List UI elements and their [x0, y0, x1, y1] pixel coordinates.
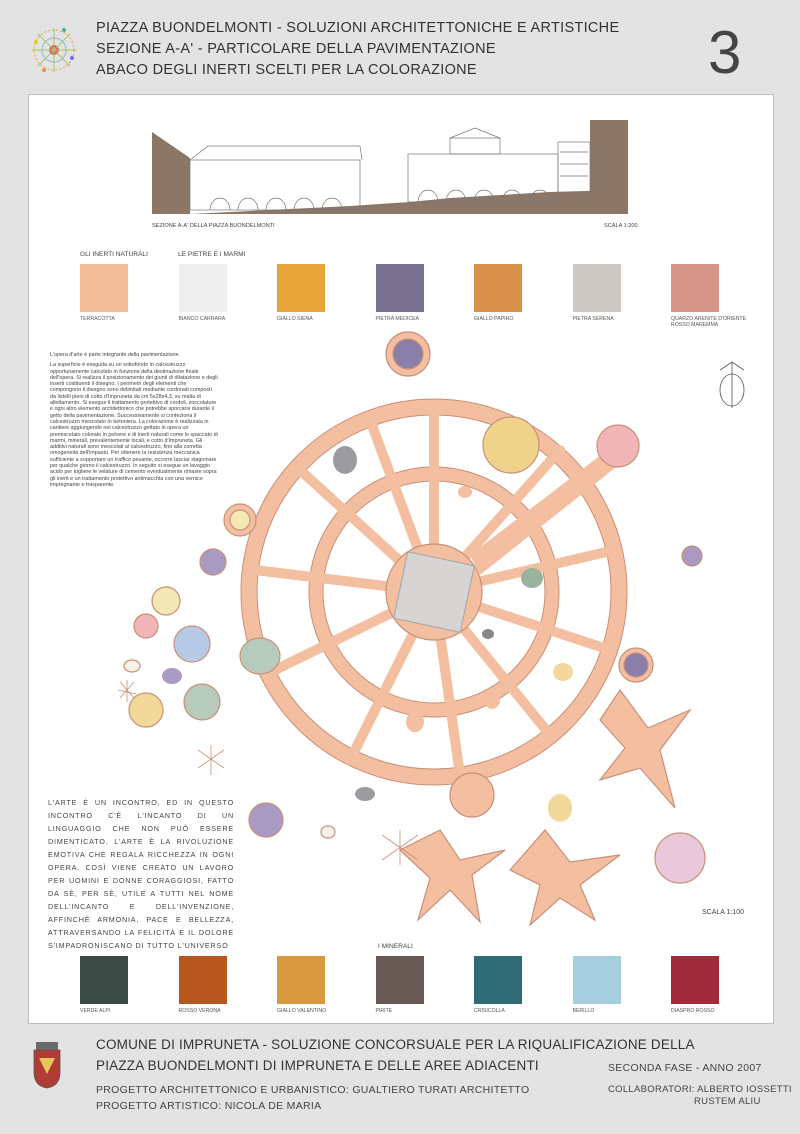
- coat-of-arms-icon: [30, 1040, 64, 1090]
- quote-text: L'ARTE È UN INCONTRO, ED IN QUESTO INCONTRO C'È L'INCANTO DI UN LINGUAGGIO CHE NON PUÒ ESSERE DIMENTICATO. L'ARTE È LA RIVOLUZIONE EMOTIVA CHE REGALA RICCHEZZA IN OGNI OPERA. COSÌ VIENE CREATO UN LAVORO PER UOMINI E DONNE CORAGGIOSI, FATTO DA SÈ, PER SÈ, UTILE A TUTTI NEL NOME DELL'INCANTO E DELL'INVENZIONE, AFFINCHÈ ARMONIA, PACE E BELLEZZA, ATTRAVERSANDO LA FELICITÀ E IL DOLORE S'IMPADRONISCANO DI TUTTO L'UNIVERSO: [48, 798, 234, 950]
- footer-title-2: PIAZZA BUONDELMONTI DI IMPRUNETA E DELLE AREE ADIACENTI: [96, 1058, 539, 1073]
- footer-phase: SECONDA FASE - ANNO 2007: [608, 1062, 762, 1074]
- material-label: [376, 316, 420, 322]
- mineral-label: [671, 1008, 715, 1014]
- mineral-label-line: CRISICOLLA: [474, 1008, 505, 1014]
- material-label: [277, 316, 313, 322]
- material-swatch: [376, 264, 424, 312]
- sheet-number: 3: [708, 19, 742, 86]
- mineral-swatch: [671, 956, 719, 1004]
- mineral-label-line: ROSSO VERONA: [178, 1008, 221, 1014]
- mineral-label: [573, 1008, 595, 1014]
- material-label-line: PIETRA SERENA: [572, 316, 614, 322]
- header-title-3: ABACO DEGLI INERTI SCELTI PER LA COLORAZIONE: [96, 62, 477, 78]
- material-label-line: BIANCO CARRARA: [178, 316, 226, 322]
- mineral-swatch: [376, 956, 424, 1004]
- material-label: [474, 316, 513, 322]
- mineral-label: [474, 1008, 505, 1014]
- mineral-label: [80, 1008, 110, 1014]
- material-label: [179, 316, 226, 322]
- description-body: La superficie è eseguita su un sottofondo in calcestruzzo opportunamente calcolato in funzione della destinazione finale dell'opera. Si realizza il posizionamento dei giunti di dilatazione e degli inserti costituenti il disegno. I perimetri degli elementi che compongono il disegno sono delimitati mediante cordonati composti da listelli pieni di cotto d'Impruneta da cm 5x28x4,3, su malta di allettamento. Si esegue il trattamento protettivo di cordoli, zoccolature e ogni altro elemento architettonico che potrebbe sporcarsi durante il getto della pavimentazione. Successivamente si confeziona il calcestruzzo mescolato in betoniera. La colorazione è realizzata in cantiere aggiungendo nel calcestruzzo gettato in opera un premiscelato colorato in polvere e di inerti naturali come lo spaccato di marmi, minerali, prevalentemente locali, e cotto d'Impruneta. Gli additivi naturali sono mescolati al calcestruzzo, fino alla corretta omogeneità dell'impasto. Per ottenere la resistenza meccanica sufficiente a sopportare un traffico pesante, occorre lasciar stagionare per qualche giorno il calcestruzzo. In seguito si esegue un lavaggio acido per togliere le velature di cemento eventualmente rimaste sopra gli inerti e un trattamento protettivo antimacchia con una vernice impregnante e trasparente.: [50, 362, 218, 488]
- footer-title-1: COMUNE DI IMPRUNETA - SOLUZIONE CONCORSUALE PER LA RIQUALIFICAZIONE DELLA: [96, 1037, 695, 1052]
- mineral-label-line: BERILLO: [572, 1008, 595, 1014]
- plan-scale: SCALA 1:100: [702, 909, 745, 916]
- footer-collaborator-2: RUSTEM ALIU: [694, 1096, 761, 1107]
- material-swatch: [573, 264, 621, 312]
- section-drawing: [150, 118, 628, 218]
- footer-architect: PROGETTO ARCHITETTONICO E URBANISTICO: GUALTIERO TURATI ARCHITETTO: [96, 1084, 530, 1096]
- mineral-swatch: [179, 956, 227, 1004]
- material-swatch: [277, 264, 325, 312]
- header-title-2: SEZIONE A-A' - PARTICOLARE DELLA PAVIMENTAZIONE: [96, 41, 496, 57]
- material-swatch: [179, 264, 227, 312]
- material-label-line: QUARZO ARENITE D'ORIENTE: [671, 316, 747, 322]
- mineral-label-line: DIASPRO ROSSO: [671, 1008, 715, 1014]
- material-label-line-2: ROSSO MAREMMA: [671, 322, 719, 328]
- mineral-label-line: PIRITE: [375, 1008, 393, 1014]
- material-label: [671, 316, 746, 328]
- section-label: SEZIONE A-A' DELLA PIAZZA BUONDELMONTI: [152, 223, 275, 229]
- mineral-swatch: [277, 956, 325, 1004]
- material-swatch: [671, 264, 719, 312]
- footer-artist: PROGETTO ARTISTICO: NICOLA DE MARIA: [96, 1100, 322, 1112]
- mineral-label: [179, 1008, 221, 1014]
- mineral-label: [277, 1008, 326, 1014]
- description-intro: L'opera d'arte è parte integrante della pavimentazione.: [50, 352, 181, 358]
- section-scale: SCALA 1:200: [604, 223, 638, 229]
- mineral-swatch: [573, 956, 621, 1004]
- mineral-swatch: [80, 956, 128, 1004]
- heading-minerals: I MINERALI: [378, 943, 413, 950]
- footer-collaborators: COLLABORATORI: ALBERTO IOSSETTI: [608, 1084, 792, 1095]
- material-label: [80, 316, 115, 322]
- mineral-label-line: VERDE ALPI: [80, 1008, 111, 1014]
- material-label-line: TERRACOTTA: [80, 316, 115, 322]
- logo-icon: [28, 24, 80, 76]
- material-swatch: [474, 264, 522, 312]
- heading-stones: LE PIETRE E I MARMI: [178, 251, 246, 258]
- material-label: [573, 316, 614, 322]
- heading-natural: GLI INERTI NATURALI: [80, 251, 148, 258]
- mineral-label: [376, 1008, 393, 1014]
- material-label-line: GIALLO SIENA: [277, 316, 313, 322]
- mineral-label-line: GIALLO VALENTINO: [277, 1008, 327, 1014]
- material-label-line: PIETRA MEDICEA: [375, 316, 420, 322]
- material-swatch: [80, 264, 128, 312]
- header-title-1: PIAZZA BUONDELMONTI - SOLUZIONI ARCHITETTONICHE E ARTISTICHE: [96, 20, 620, 36]
- material-label-line: GIALLO PAPIRO: [474, 316, 514, 322]
- mineral-swatch: [474, 956, 522, 1004]
